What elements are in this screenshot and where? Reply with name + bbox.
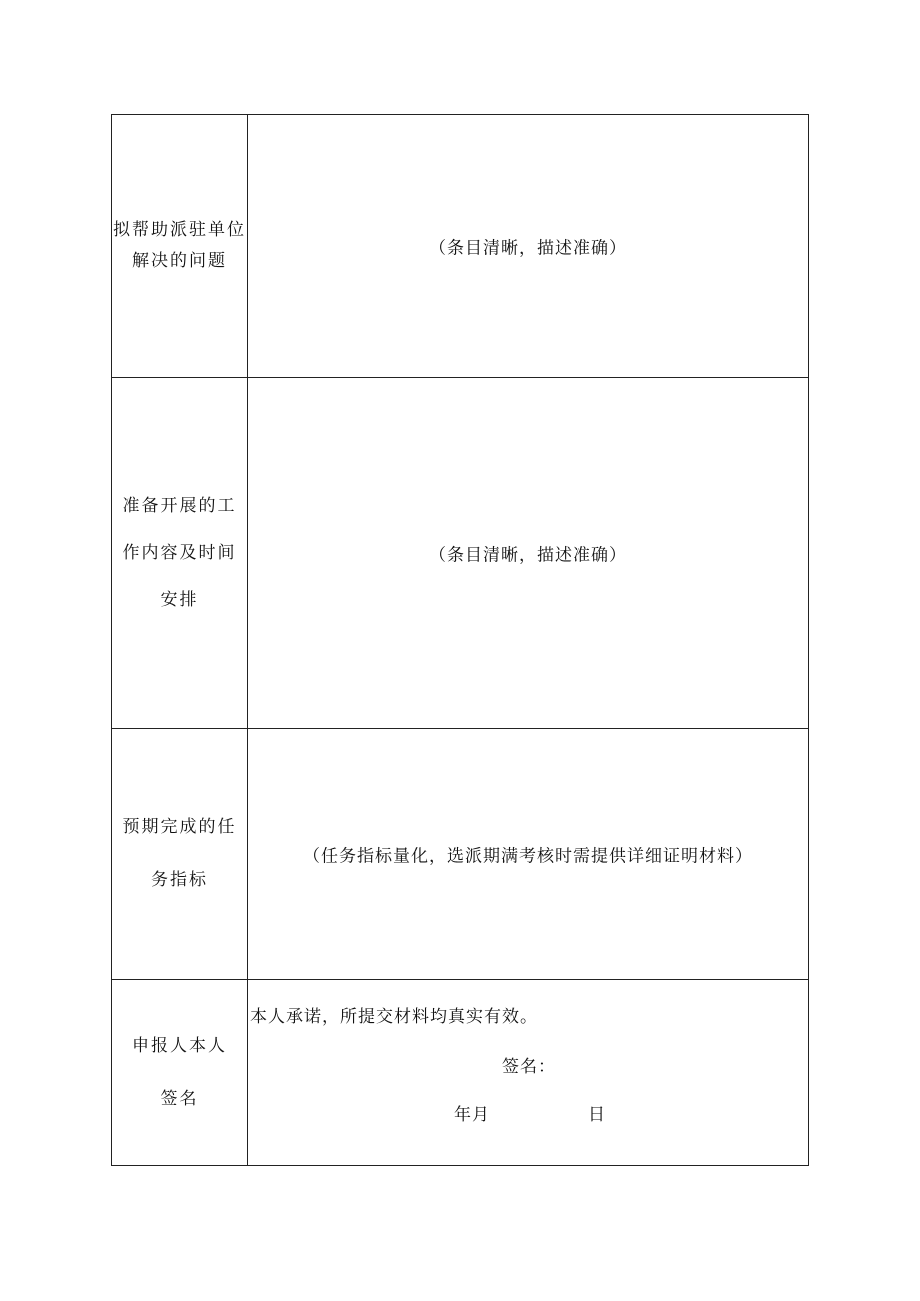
work-plan-field[interactable] [248,378,808,728]
sign-label: 签名： [502,1057,556,1077]
date-day: 日 [588,1105,606,1125]
label-line: 准备开展的工 [122,495,237,516]
label-line: 拟帮助派驻单位 [113,220,246,240]
application-form-table [111,114,809,1166]
work-plan-label [112,378,248,728]
problems-hint: （条目清晰，描述准确） [429,238,627,259]
label-line: 作内容及时间 [122,542,237,563]
label-line: 务指标 [151,870,208,890]
label-line: 预期完成的任 [122,817,237,837]
label-line: 签名 [160,1088,199,1109]
signature-row [112,979,808,1165]
date-year-month: 年月 [454,1105,490,1125]
label-line: 安排 [160,589,199,610]
label-line: 解决的问题 [132,251,227,271]
promise-statement: 本人承诺，所提交材料均真实有效。 [250,1007,538,1027]
work-plan-hint: （条目清晰，描述准确） [429,545,627,566]
task-targets-field[interactable] [248,729,808,979]
label-line: 申报人本人 [132,1035,227,1056]
problems-field[interactable] [248,115,808,377]
task-targets-label [112,729,248,979]
work-plan-row [112,377,808,728]
problems-row [112,115,808,377]
signature-label [112,980,248,1165]
signature-field[interactable] [248,980,808,1165]
problems-label [112,115,248,377]
task-targets-row [112,728,808,979]
task-targets-hint: （任务指标量化，选派期满考核时需提供详细证明材料） [303,846,753,867]
